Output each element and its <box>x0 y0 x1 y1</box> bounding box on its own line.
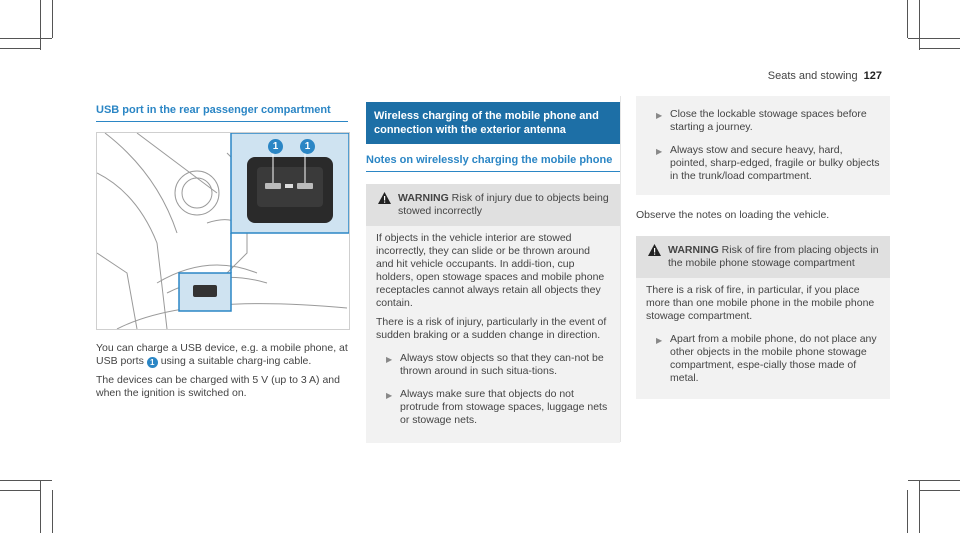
crop-mark <box>0 38 52 39</box>
crop-mark <box>0 480 52 481</box>
usb-text: using a suitable charg-ing cable. <box>160 355 312 367</box>
step-text: Close the lockable stowage spaces before starting a journey. <box>670 108 867 133</box>
warning-header <box>366 184 620 226</box>
crop-mark <box>40 0 41 50</box>
continued-box <box>636 96 890 195</box>
instruction-step <box>646 333 880 385</box>
arrow-icon: ▶ <box>386 391 393 400</box>
usb-paragraph-2: The devices can be charged with 5 V (up to 3 A) and when the ignition is switched on. <box>96 374 340 399</box>
right-column <box>636 0 890 399</box>
usb-text: You can charge a USB device, e.g. a mobile phone, at USB ports <box>96 342 348 367</box>
arrow-icon: ▶ <box>386 355 393 364</box>
warning-paragraph: There is a risk of injury, particularly in the event of sudden braking or a sudden change in direction. <box>376 316 607 341</box>
instruction-step <box>646 144 880 183</box>
warning-paragraph: There is a risk of fire, in particular, if you place more than one mobile phone in the mobile phone stowage compartment. <box>646 284 875 322</box>
crop-mark <box>908 38 960 39</box>
wireless-column <box>366 0 620 443</box>
usb-figure <box>96 132 350 330</box>
usb-column <box>96 0 348 406</box>
step-text: Apart from a mobile phone, do not place any other objects in the mobile phone stowage compartment, espe-cially those made of metal. <box>670 333 877 384</box>
crop-mark <box>40 480 41 533</box>
crop-mark <box>920 490 960 491</box>
warning-text: Risk of injury due to objects being stowed incorrectly <box>398 192 609 217</box>
arrow-icon: ▶ <box>656 147 663 156</box>
warning-body <box>366 226 620 443</box>
step-text: Always make sure that objects do not protrude from stowage spaces, luggage nets or stowage nets. <box>400 388 608 426</box>
crop-mark <box>919 0 920 50</box>
warning-paragraph: If objects in the vehicle interior are stowed incorrectly, they can slide or be thrown around and hit vehicle occupants. In addi-tion, cup holders, open stowage spaces and mobile phone receptacles cannot always retain all objects they contain. <box>376 232 605 309</box>
interior-illustration <box>97 133 349 329</box>
crop-mark <box>52 0 53 38</box>
usb-paragraph <box>96 342 348 368</box>
warning-box <box>366 184 620 443</box>
instruction-step <box>376 388 610 427</box>
wireless-banner: Wireless charging of the mobile phone and connection with the exterior antenna <box>366 102 620 144</box>
crop-mark <box>920 48 960 49</box>
warning-header <box>636 236 890 278</box>
heading-rule <box>96 121 348 122</box>
crop-mark <box>908 480 960 481</box>
crop-mark <box>907 490 908 533</box>
crop-mark <box>0 48 40 49</box>
warning-icon <box>648 244 661 256</box>
column-divider <box>620 96 621 442</box>
subheading-rule <box>366 171 620 172</box>
callout-marker: 1 <box>300 139 315 154</box>
callout-marker: 1 <box>268 139 283 154</box>
crop-mark <box>907 0 908 38</box>
crop-mark <box>919 480 920 533</box>
section-title: Seats and stowing <box>767 70 858 82</box>
observe-text: Observe the notes on loading the vehicle. <box>636 209 830 221</box>
arrow-icon: ▶ <box>656 111 663 120</box>
notes-subheading: Notes on wirelessly charging the mobile phone <box>366 154 613 166</box>
step-text: Always stow and secure heavy, hard, pointed, sharp-edged, fragile or bulky objects in the trunk/load compartment. <box>670 144 880 182</box>
crop-mark <box>52 490 53 533</box>
arrow-icon: ▶ <box>656 336 663 345</box>
warning-text: Risk of fire from placing objects in the mobile phone stowage compartment <box>668 244 879 269</box>
instruction-step <box>376 352 610 378</box>
warning-icon <box>378 192 391 204</box>
usb-port-marker: 1 <box>147 357 158 368</box>
page-number: 127 <box>863 70 882 82</box>
step-text: Always stow objects so that they can-not be thrown around in such situa-tions. <box>400 352 604 377</box>
warning-label: WARNING <box>668 244 719 256</box>
warning-box <box>636 236 890 399</box>
warning-body <box>636 278 890 399</box>
instruction-step <box>646 108 880 134</box>
crop-mark <box>0 490 40 491</box>
usb-heading: USB port in the rear passenger compartment <box>96 104 331 116</box>
warning-label: WARNING <box>398 192 449 204</box>
